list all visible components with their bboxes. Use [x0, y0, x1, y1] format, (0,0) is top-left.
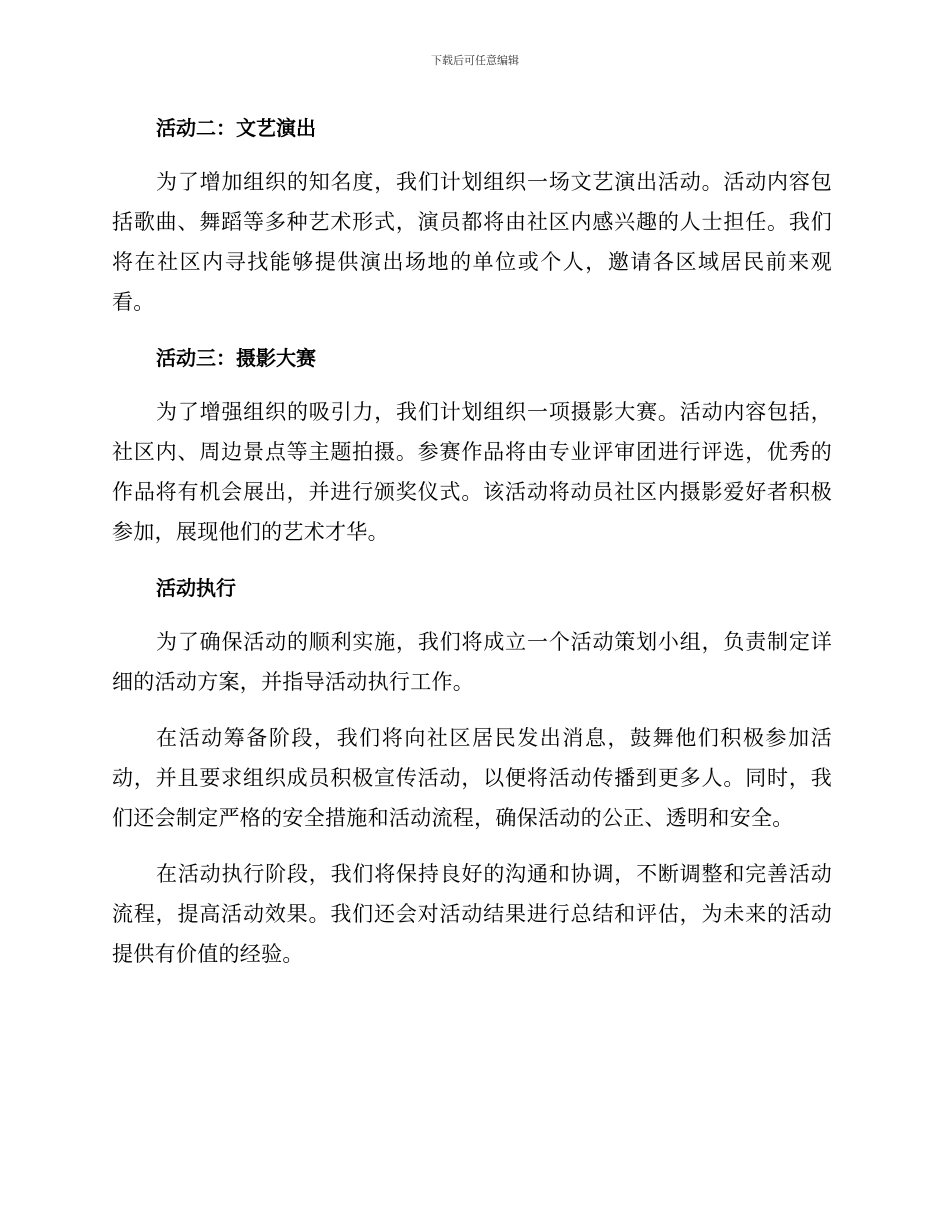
- spacer: [112, 608, 832, 622]
- paragraph: 为了增加组织的知名度，我们计划组织一场文艺演出活动。活动内容包括歌曲、舞蹈等多种艺术形式，演员都将由社区内感兴趣的人士担任。我们将在社区内寻找能够提供演出场地的单位或个人，邀请各区域居民前来观看。: [112, 170, 832, 314]
- spacer: [112, 322, 832, 338]
- section-heading-activity-three: 活动三：摄影大赛: [156, 346, 316, 370]
- spacer: [112, 552, 832, 568]
- section-heading-activity-two: 活动二：文艺演出: [156, 116, 316, 140]
- paragraph: 在活动执行阶段，我们将保持良好的沟通和协调，不断调整和完善活动流程，提高活动效果。我们还会对活动结果进行总结和评估，为未来的活动提供有价值的经验。: [112, 862, 832, 966]
- spacer: [112, 702, 832, 718]
- spacer: [112, 838, 832, 854]
- paragraph: 为了确保活动的顺利实施，我们将成立一个活动策划小组，负责制定详细的活动方案，并指导活动执行工作。: [112, 630, 832, 694]
- header-note: 下载后可任意编辑: [431, 54, 519, 67]
- spacer: [112, 148, 832, 162]
- section-heading-execution: 活动执行: [156, 576, 236, 600]
- spacer: [112, 378, 832, 392]
- paragraph: 为了增强组织的吸引力，我们计划组织一项摄影大赛。活动内容包括，社区内、周边景点等主题拍摄。参赛作品将由专业评审团进行评选，优秀的作品将有机会展出，并进行颁奖仪式。该活动将动员社区内摄影爱好者积极参加，展现他们的艺术才华。: [112, 400, 832, 544]
- document-body: [112, 108, 832, 974]
- paragraph: 在活动筹备阶段，我们将向社区居民发出消息，鼓舞他们积极参加活动，并且要求组织成员积极宣传活动，以便将活动传播到更多人。同时，我们还会制定严格的安全措施和活动流程，确保活动的公正、透明和安全。: [112, 726, 832, 830]
